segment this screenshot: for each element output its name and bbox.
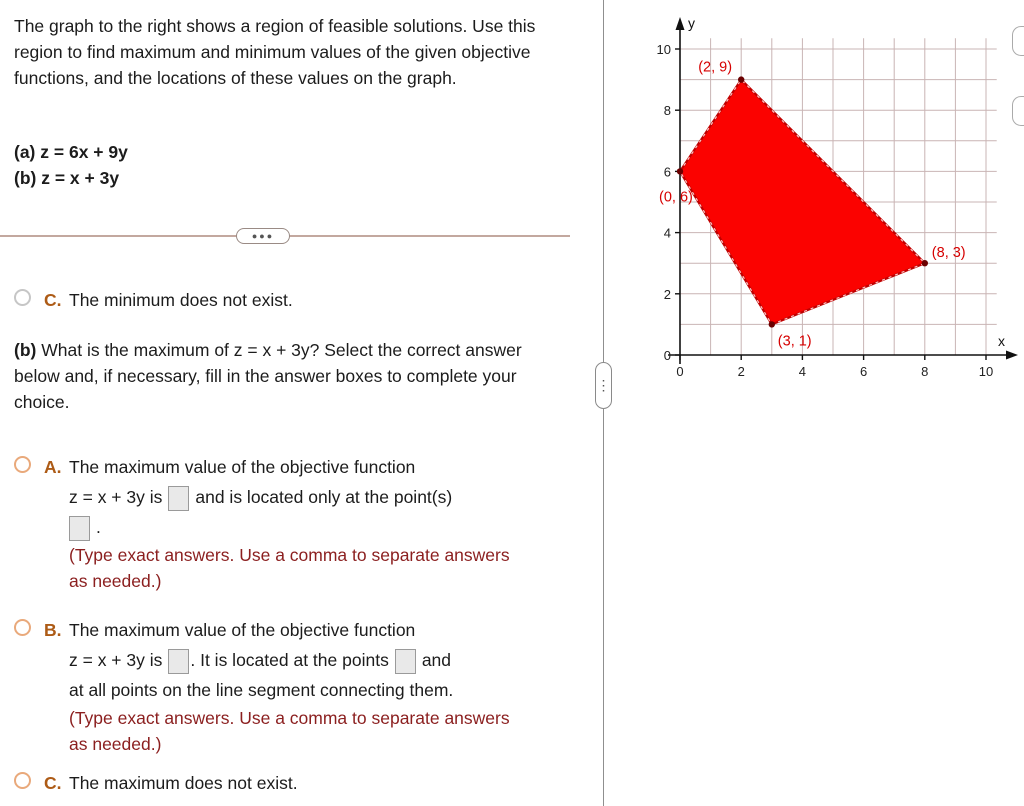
- prev-option-c: [14, 285, 293, 315]
- svg-text:x: x: [998, 333, 1005, 349]
- right-edge-button-bottom[interactable]: [1012, 96, 1024, 126]
- option-a-line2-post: and is located only at the point(s): [195, 487, 453, 507]
- right-edge-button-top[interactable]: [1012, 26, 1024, 56]
- objective-a-label: (a): [14, 142, 36, 162]
- radio-option-c[interactable]: [14, 772, 31, 789]
- problem-statement: The graph to the right shows a region of feasible solutions. Use this region to find maximum and minimum values of the given objective functions, and the locations of these values on the graph.: [14, 16, 536, 88]
- objective-functions: [14, 139, 128, 191]
- svg-text:2: 2: [737, 364, 745, 379]
- option-a-line3-suffix: .: [96, 517, 101, 537]
- panel-divider-drag-handle[interactable]: ⋮: [595, 362, 612, 409]
- graph-svg: [628, 4, 1024, 390]
- svg-text:10: 10: [978, 364, 994, 379]
- question-part-b: [14, 337, 566, 415]
- svg-text:(3, 1): (3, 1): [777, 333, 812, 350]
- radio-option-a[interactable]: [14, 456, 31, 473]
- svg-text:0: 0: [676, 364, 684, 379]
- question-text: What is the maximum of z = x + 3y? Select the correct answer below and, if necessary, fill in the answer boxes to complete your choice.: [14, 340, 522, 412]
- svg-text:2: 2: [663, 286, 671, 302]
- prev-option-c-text: The minimum does not exist.: [69, 290, 293, 310]
- objective-b-equation: z = x + 3y: [41, 168, 120, 188]
- svg-text:8: 8: [663, 103, 671, 119]
- option-b-line3: at all points on the line segment connecting them.: [69, 680, 454, 700]
- radio-option-b[interactable]: [14, 619, 31, 636]
- option-a-line2: [69, 482, 527, 512]
- option-b-letter: B.: [44, 620, 62, 640]
- svg-text:8: 8: [921, 364, 929, 379]
- svg-text:(8, 3): (8, 3): [931, 245, 966, 262]
- svg-text:4: 4: [798, 364, 807, 379]
- svg-text:6: 6: [663, 164, 671, 180]
- objective-b-label: (b): [14, 168, 37, 188]
- objective-b: [14, 165, 128, 191]
- answer-box-points-a[interactable]: [69, 516, 90, 541]
- option-b-line2-mid: . It is located at the points: [190, 650, 389, 670]
- option-a-line3: [69, 512, 527, 542]
- svg-text:(0, 6): (0, 6): [659, 189, 693, 206]
- option-c: [14, 768, 298, 798]
- svg-text:10: 10: [656, 42, 671, 57]
- svg-text:4: 4: [663, 225, 671, 241]
- svg-text:(2, 9): (2, 9): [698, 59, 733, 76]
- option-a-note: (Type exact answers. Use a comma to separate answers as needed.): [69, 545, 510, 591]
- option-a: [14, 452, 527, 594]
- objective-a: [14, 139, 128, 165]
- objective-a-equation: z = 6x + 9y: [40, 142, 128, 162]
- option-b-line1: The maximum value of the objective function: [69, 620, 416, 640]
- feasible-region-graph: [628, 4, 1024, 390]
- svg-text:6: 6: [859, 364, 868, 379]
- option-b: [14, 615, 527, 757]
- answer-box-points-b[interactable]: [395, 649, 416, 674]
- option-c-text: The maximum does not exist.: [69, 773, 298, 793]
- question-part-label: (b): [14, 340, 37, 360]
- section-divider-expander-button[interactable]: ●●●: [236, 228, 290, 244]
- option-c-letter: C.: [44, 773, 62, 793]
- option-a-line1: The maximum value of the objective function: [69, 457, 416, 477]
- option-a-line2-pre: z = x + 3y is: [69, 487, 163, 507]
- answer-box-max-value-b[interactable]: [168, 649, 189, 674]
- option-a-letter: A.: [44, 457, 62, 477]
- radio-prev-option-c[interactable]: [14, 289, 31, 306]
- option-b-note: (Type exact answers. Use a comma to separate answers as needed.): [69, 708, 510, 754]
- option-b-line2-post: and: [421, 650, 452, 670]
- prev-option-c-letter: C.: [44, 290, 62, 310]
- svg-text:0: 0: [663, 348, 671, 363]
- svg-text:y: y: [688, 15, 695, 31]
- option-b-line2-pre: z = x + 3y is: [69, 650, 163, 670]
- answer-box-max-value-a[interactable]: [168, 486, 189, 511]
- option-b-line2: [69, 645, 527, 675]
